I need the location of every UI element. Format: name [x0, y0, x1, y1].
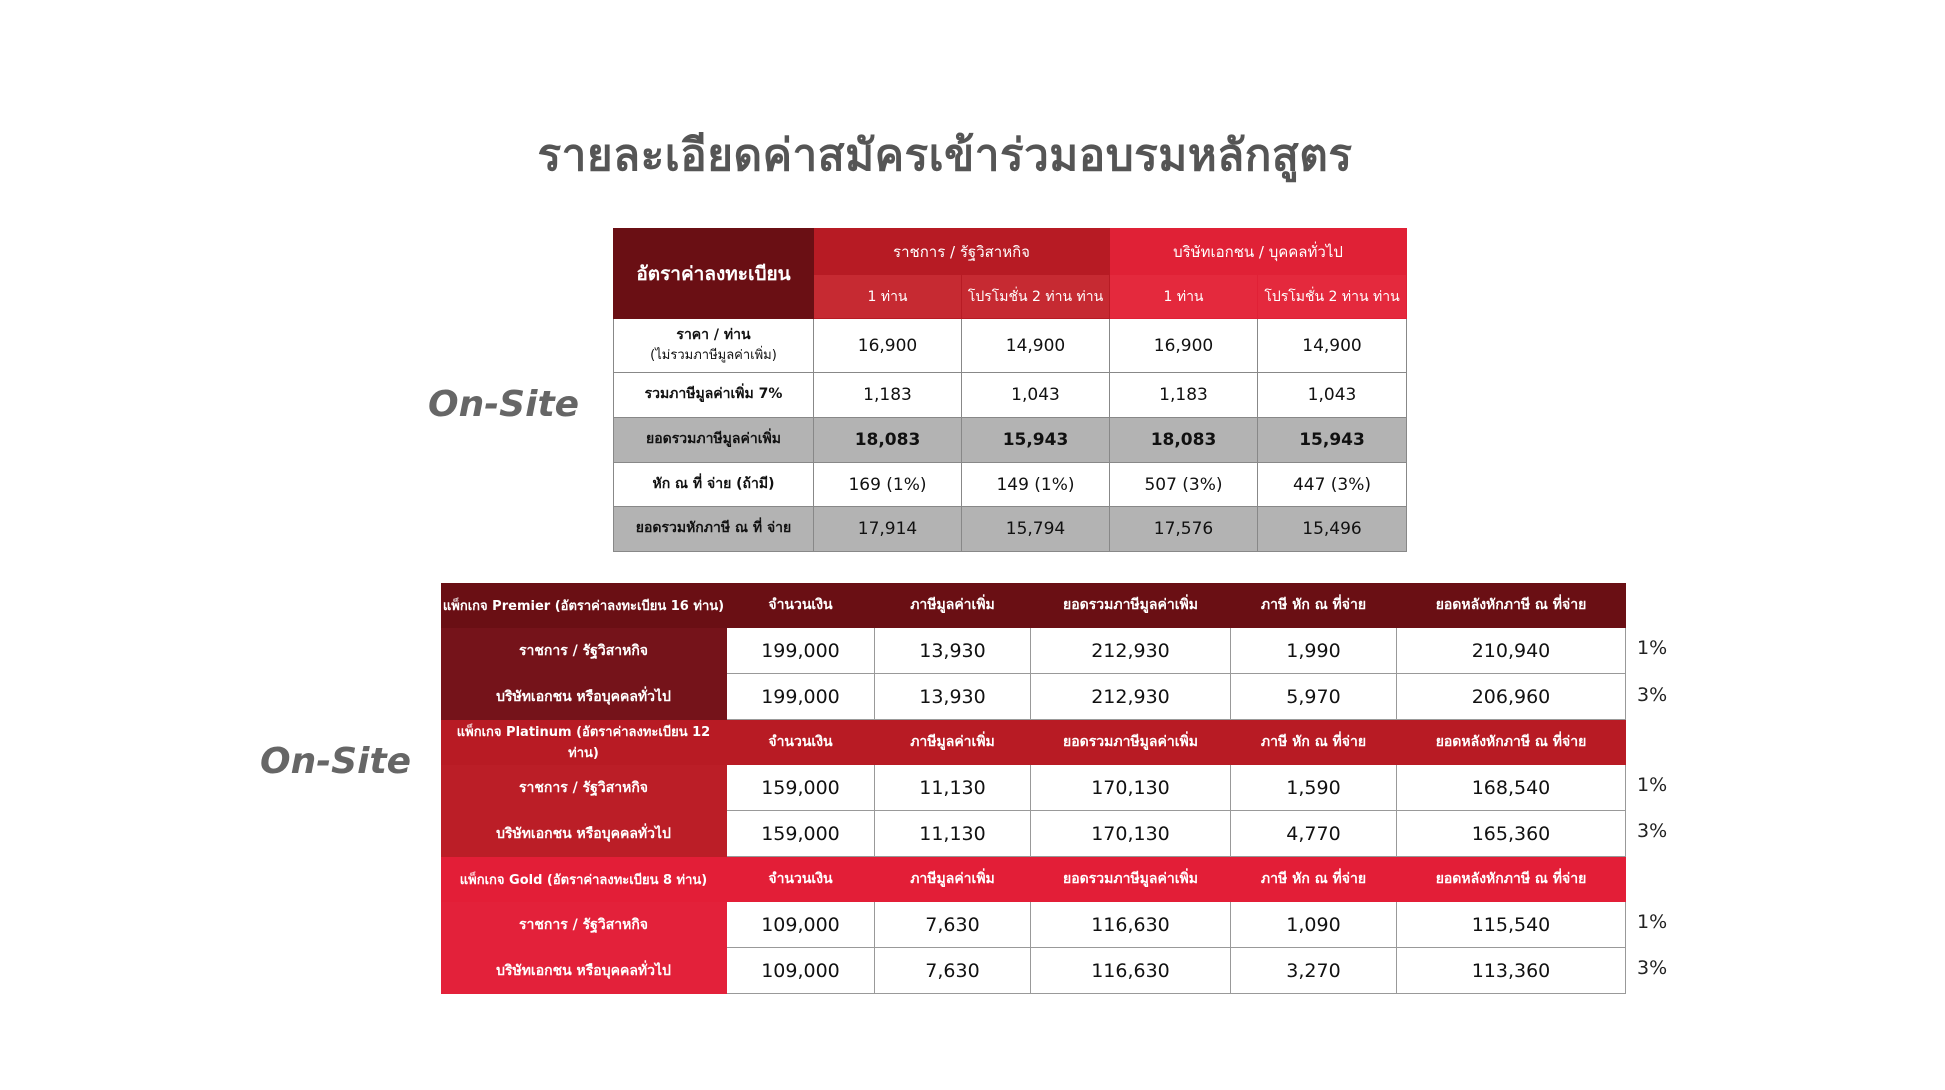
table-cell: 168,540: [1397, 765, 1626, 811]
table-cell: 16,900: [814, 319, 962, 373]
table-cell: 18,083: [814, 418, 962, 463]
package-rate-table: [440, 582, 1626, 994]
table-cell: 210,940: [1397, 628, 1626, 674]
table-row: [614, 373, 1407, 418]
row-label: รวมภาษีมูลค่าเพิ่ม 7%: [614, 373, 814, 418]
column-header-withholding: ภาษี หัก ณ ที่จ่าย: [1260, 597, 1367, 613]
table-cell: 3,270: [1231, 948, 1397, 994]
table-row: [441, 902, 1626, 948]
table-cell: 199,000: [727, 674, 875, 720]
subheader-private-promo: โปรโมชั่น 2 ท่าน ท่าน: [1258, 275, 1407, 319]
package-header-premier: [441, 583, 1626, 628]
withholding-rate-note: 1%: [1637, 637, 1668, 659]
table-row: [441, 948, 1626, 994]
table-cell: 11,130: [875, 765, 1031, 811]
table-cell: 14,900: [962, 319, 1110, 373]
table-row: [614, 319, 1407, 373]
table-cell: 507 (3%): [1110, 463, 1258, 507]
table-cell: 159,000: [727, 765, 875, 811]
column-header-withholding: ภาษี หัก ณ ที่จ่าย: [1260, 734, 1367, 750]
package-name: แพ็กเกจ Premier (อัตราค่าลงทะเบียน 16 ท่าน): [442, 598, 725, 614]
package-name: แพ็กเกจ Platinum (อัตราค่าลงทะเบียน 12 ท่าน): [456, 725, 711, 761]
row-label: [614, 319, 814, 373]
row-label-line2: (ไม่รวมภาษีมูลค่าเพิ่ม): [650, 347, 777, 363]
group-header-gov: ราชการ / รัฐวิสาหกิจ: [814, 229, 1110, 275]
withholding-rate-note: 3%: [1637, 957, 1668, 979]
table-cell: 109,000: [727, 948, 875, 994]
registration-rate-table: [613, 228, 1407, 552]
package-name: แพ็กเกจ Gold (อัตราค่าลงทะเบียน 8 ท่าน): [459, 872, 708, 888]
onsite-label-top: On-Site: [428, 384, 580, 425]
category-label: ราชการ / รัฐวิสาหกิจ: [441, 765, 727, 811]
category-label: บริษัทเอกชน หรือบุคคลทั่วไป: [441, 674, 727, 720]
table-row: [441, 811, 1626, 857]
column-header-total-vat: ยอดรวมภาษีมูลค่าเพิ่ม: [1063, 734, 1198, 750]
table-cell: 13,930: [875, 674, 1031, 720]
column-header-vat: ภาษีมูลค่าเพิ่ม: [910, 734, 995, 750]
table-cell: 212,930: [1031, 674, 1231, 720]
table-cell: 212,930: [1031, 628, 1231, 674]
table-cell: 1,090: [1231, 902, 1397, 948]
withholding-rate-note: 1%: [1637, 911, 1668, 933]
table-cell: 15,943: [962, 418, 1110, 463]
subheader-gov-promo: โปรโมชั่น 2 ท่าน ท่าน: [962, 275, 1110, 319]
row-label: หัก ณ ที่ จ่าย (ถ้ามี): [614, 463, 814, 507]
table-cell: 149 (1%): [962, 463, 1110, 507]
column-header-amount: จำนวนเงิน: [768, 734, 833, 750]
group-header-private: บริษัทเอกชน / บุคคลทั่วไป: [1110, 229, 1407, 275]
table-cell: 165,360: [1397, 811, 1626, 857]
package-header-gold: [441, 857, 1626, 902]
table-cell: 169 (1%): [814, 463, 962, 507]
table-cell: 1,043: [962, 373, 1110, 418]
column-header-amount: จำนวนเงิน: [768, 597, 833, 613]
column-header-vat: ภาษีมูลค่าเพิ่ม: [910, 871, 995, 887]
table-cell: 15,943: [1258, 418, 1407, 463]
table-cell: 115,540: [1397, 902, 1626, 948]
table-cell: 116,630: [1031, 902, 1231, 948]
table-cell: 13,930: [875, 628, 1031, 674]
table-row: [441, 628, 1626, 674]
table-cell: 18,083: [1110, 418, 1258, 463]
table-cell: 113,360: [1397, 948, 1626, 994]
table-cell: 11,130: [875, 811, 1031, 857]
table-cell: 7,630: [875, 948, 1031, 994]
table-cell: 16,900: [1110, 319, 1258, 373]
table-cell: 1,043: [1258, 373, 1407, 418]
category-label: บริษัทเอกชน หรือบุคคลทั่วไป: [441, 948, 727, 994]
table-row: [441, 765, 1626, 811]
onsite-label-bottom: On-Site: [260, 741, 412, 782]
column-header-amount: จำนวนเงิน: [768, 871, 833, 887]
category-label: ราชการ / รัฐวิสาหกิจ: [441, 902, 727, 948]
category-label: ราชการ / รัฐวิสาหกิจ: [441, 628, 727, 674]
column-header-vat: ภาษีมูลค่าเพิ่ม: [910, 597, 995, 613]
column-header-total-vat: ยอดรวมภาษีมูลค่าเพิ่ม: [1063, 871, 1198, 887]
table-cell: 15,496: [1258, 507, 1407, 552]
table-cell: 199,000: [727, 628, 875, 674]
package-header-platinum: [441, 720, 1626, 765]
row-label: ยอดรวมภาษีมูลค่าเพิ่ม: [614, 418, 814, 463]
table-cell: 7,630: [875, 902, 1031, 948]
withholding-rate-note: 1%: [1637, 774, 1668, 796]
table-cell: 109,000: [727, 902, 875, 948]
table-cell: 170,130: [1031, 765, 1231, 811]
table-cell: 17,576: [1110, 507, 1258, 552]
column-header-withholding: ภาษี หัก ณ ที่จ่าย: [1260, 871, 1367, 887]
category-label: บริษัทเอกชน หรือบุคคลทั่วไป: [441, 811, 727, 857]
table-cell: 14,900: [1258, 319, 1407, 373]
table-cell: 447 (3%): [1258, 463, 1407, 507]
table-cell: 15,794: [962, 507, 1110, 552]
table-cell: 206,960: [1397, 674, 1626, 720]
withholding-rate-note: 3%: [1637, 684, 1668, 706]
subheader-private-single: 1 ท่าน: [1110, 275, 1258, 319]
withholding-rate-note: 3%: [1637, 820, 1668, 842]
table-cell: 1,590: [1231, 765, 1397, 811]
table-row: [441, 674, 1626, 720]
rate-header-corner: อัตราค่าลงทะเบียน: [614, 229, 814, 319]
table-cell: 17,914: [814, 507, 962, 552]
row-label: ยอดรวมหักภาษี ณ ที่ จ่าย: [614, 507, 814, 552]
column-header-net: ยอดหลังหักภาษี ณ ที่จ่าย: [1435, 597, 1587, 613]
subheader-gov-single: 1 ท่าน: [814, 275, 962, 319]
table-cell: 4,770: [1231, 811, 1397, 857]
table-cell: 159,000: [727, 811, 875, 857]
table-row: [614, 463, 1407, 507]
table-cell: 116,630: [1031, 948, 1231, 994]
table-cell: 5,970: [1231, 674, 1397, 720]
table-row: [614, 507, 1407, 552]
table-cell: 170,130: [1031, 811, 1231, 857]
column-header-net: ยอดหลังหักภาษี ณ ที่จ่าย: [1435, 734, 1587, 750]
table-row: [614, 418, 1407, 463]
row-label-line1: ราคา / ท่าน: [676, 326, 751, 343]
page-title: รายละเอียดค่าสมัครเข้าร่วมอบรมหลักสูตร: [537, 130, 1353, 181]
table-cell: 1,183: [1110, 373, 1258, 418]
column-header-total-vat: ยอดรวมภาษีมูลค่าเพิ่ม: [1063, 597, 1198, 613]
column-header-net: ยอดหลังหักภาษี ณ ที่จ่าย: [1435, 871, 1587, 887]
table-cell: 1,183: [814, 373, 962, 418]
table-cell: 1,990: [1231, 628, 1397, 674]
